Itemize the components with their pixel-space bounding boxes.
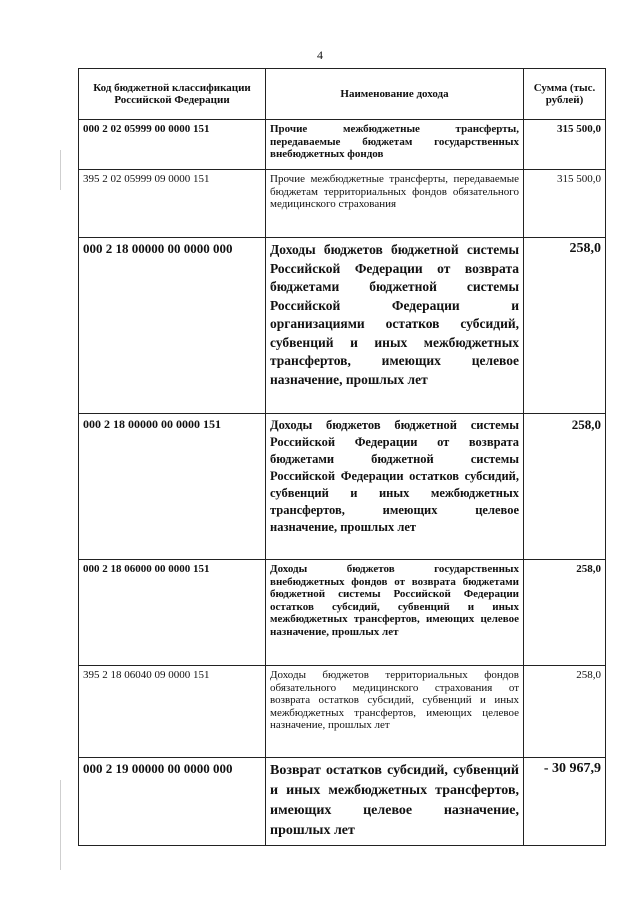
- row-code: 000 2 18 00000 00 0000 000: [79, 238, 266, 414]
- row-code: 000 2 19 00000 00 0000 000: [79, 758, 266, 846]
- row-code: 395 2 02 05999 09 0000 151: [79, 170, 266, 238]
- row-sum: 315 500,0: [524, 170, 606, 238]
- margin-rule-bottom: [60, 780, 61, 870]
- row-name: Прочие межбюджетные трансферты, передаваемые бюджетам государственных внебюджетных фондов: [266, 120, 524, 170]
- table-row: [79, 666, 606, 758]
- revenue-table: [78, 68, 606, 846]
- row-sum: - 30 967,9: [524, 758, 606, 846]
- row-name: Доходы бюджетов государственных внебюджетных фондов от возврата бюджетами бюджетной системы Российской Федерации остатков субсидий, субвенций и иных межбюджетных трансфертов, имеющих целевое назначение, прошлых лет: [266, 560, 524, 666]
- row-name: Доходы бюджетов бюджетной системы Российской Федерации от возврата бюджетами бюджетной системы Российской Федерации и организациями остатков субсидий, субвенций и иных межбюджетных трансфертов, имеющих целевое назначение, прошлых лет: [266, 238, 524, 414]
- table-header-row: [79, 69, 606, 120]
- row-code: 395 2 18 06040 09 0000 151: [79, 666, 266, 758]
- table-row: [79, 758, 606, 846]
- header-code: Код бюджетной классификации Российской Федерации: [79, 69, 266, 120]
- row-sum: 258,0: [524, 238, 606, 414]
- row-code: 000 2 02 05999 00 0000 151: [79, 120, 266, 170]
- table-row: [79, 170, 606, 238]
- header-sum: Сумма (тыс. рублей): [524, 69, 606, 120]
- table-row: [79, 414, 606, 560]
- row-name: Доходы бюджетов бюджетной системы Российской Федерации от возврата бюджетами бюджетной системы Российской Федерации остатков субсидий, субвенций и иных межбюджетных трансфертов, имеющих целевое назначение, прошлых лет: [266, 414, 524, 560]
- table-row: [79, 560, 606, 666]
- row-sum: 258,0: [524, 560, 606, 666]
- margin-rule-top: [60, 150, 61, 190]
- row-code: 000 2 18 00000 00 0000 151: [79, 414, 266, 560]
- row-name: Прочие межбюджетные трансферты, передаваемые бюджетам территориальных фондов обязательного медицинского страхования: [266, 170, 524, 238]
- row-name: Возврат остатков субсидий, субвенций и иных межбюджетных трансфертов, имеющих целевое назначение, прошлых лет: [266, 758, 524, 846]
- page-number: 4: [317, 48, 323, 62]
- row-sum: 315 500,0: [524, 120, 606, 170]
- header-name: Наименование дохода: [266, 69, 524, 120]
- table-row: [79, 120, 606, 170]
- row-sum: 258,0: [524, 414, 606, 560]
- row-code: 000 2 18 06000 00 0000 151: [79, 560, 266, 666]
- table-row: [79, 238, 606, 414]
- row-sum: 258,0: [524, 666, 606, 758]
- row-name: Доходы бюджетов территориальных фондов обязательного медицинского страхования от возврата остатков субсидий, субвенций и иных межбюджетных трансфертов, имеющих целевое назначение, прошлых лет: [266, 666, 524, 758]
